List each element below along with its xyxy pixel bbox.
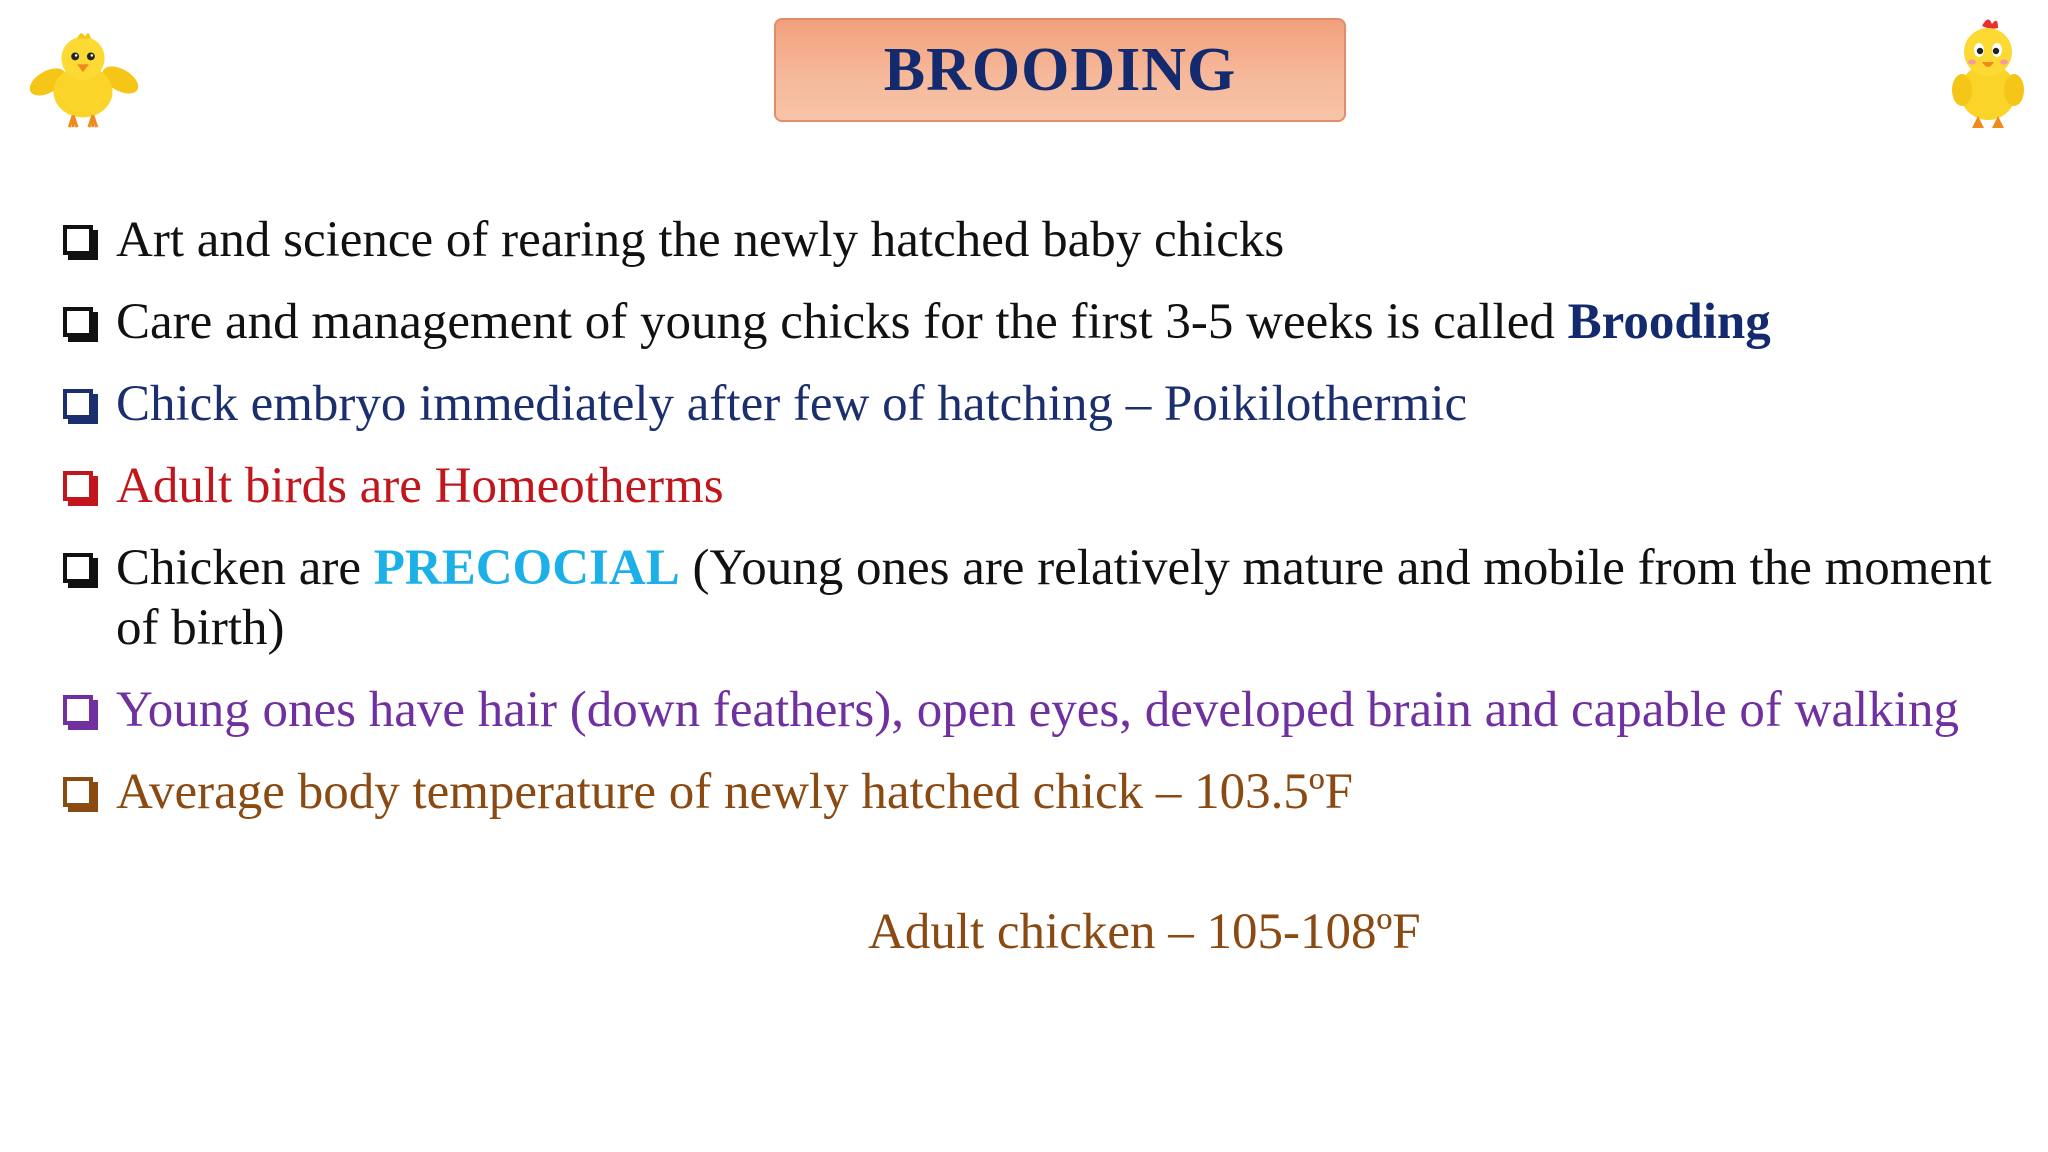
slide-title: BROODING (883, 35, 1237, 104)
bullet-text: Chick embryo immediately after few of hatching – Poikilothermic (116, 376, 1468, 432)
checkbox-bullet-icon (63, 695, 93, 725)
chick-illustration-right (1942, 16, 2034, 132)
checkbox-bullet-icon (63, 777, 93, 807)
bullet-text: Average body temperature of newly hatched chick – 103.5ºF (116, 764, 1354, 820)
bullet-text: Young ones have hair (down feathers), open eyes, developed brain and capable of walking (116, 682, 1959, 738)
bullet-text: Art and science of rearing the newly hatched baby chicks (116, 212, 1285, 268)
bullet-text: Adult birds are Homeotherms (116, 458, 724, 514)
chick-illustration-left (24, 24, 142, 134)
adult-temperature-line: Adult chicken – 105-108ºF (868, 904, 1421, 960)
bullet-item-2 (60, 292, 2020, 352)
bullet-text-before: Chicken are (116, 540, 374, 596)
checkbox-bullet-icon (63, 553, 93, 583)
bullet-item-6 (60, 680, 2020, 740)
bullet-item-5 (60, 538, 2020, 658)
checkbox-bullet-icon (63, 471, 93, 501)
checkbox-bullet-icon (63, 389, 93, 419)
bullet-item-3 (60, 374, 2020, 434)
slide-title-box (774, 18, 1346, 122)
bullet-text: Care and management of young chicks for the first 3-5 weeks is called (116, 294, 1568, 350)
checkbox-bullet-icon (63, 225, 93, 255)
bullet-item-1 (60, 210, 2020, 270)
bullet-emphasis-precocial: PRECOCIAL (373, 540, 680, 596)
bullet-list (60, 210, 2020, 844)
bullet-item-7 (60, 762, 2020, 822)
bullet-text-after: (Young ones are relatively mature and mobile from the moment of birth) (116, 540, 1992, 656)
checkbox-bullet-icon (63, 307, 93, 337)
bullet-emphasis-brooding: Brooding (1567, 294, 1771, 350)
bullet-item-4 (60, 456, 2020, 516)
